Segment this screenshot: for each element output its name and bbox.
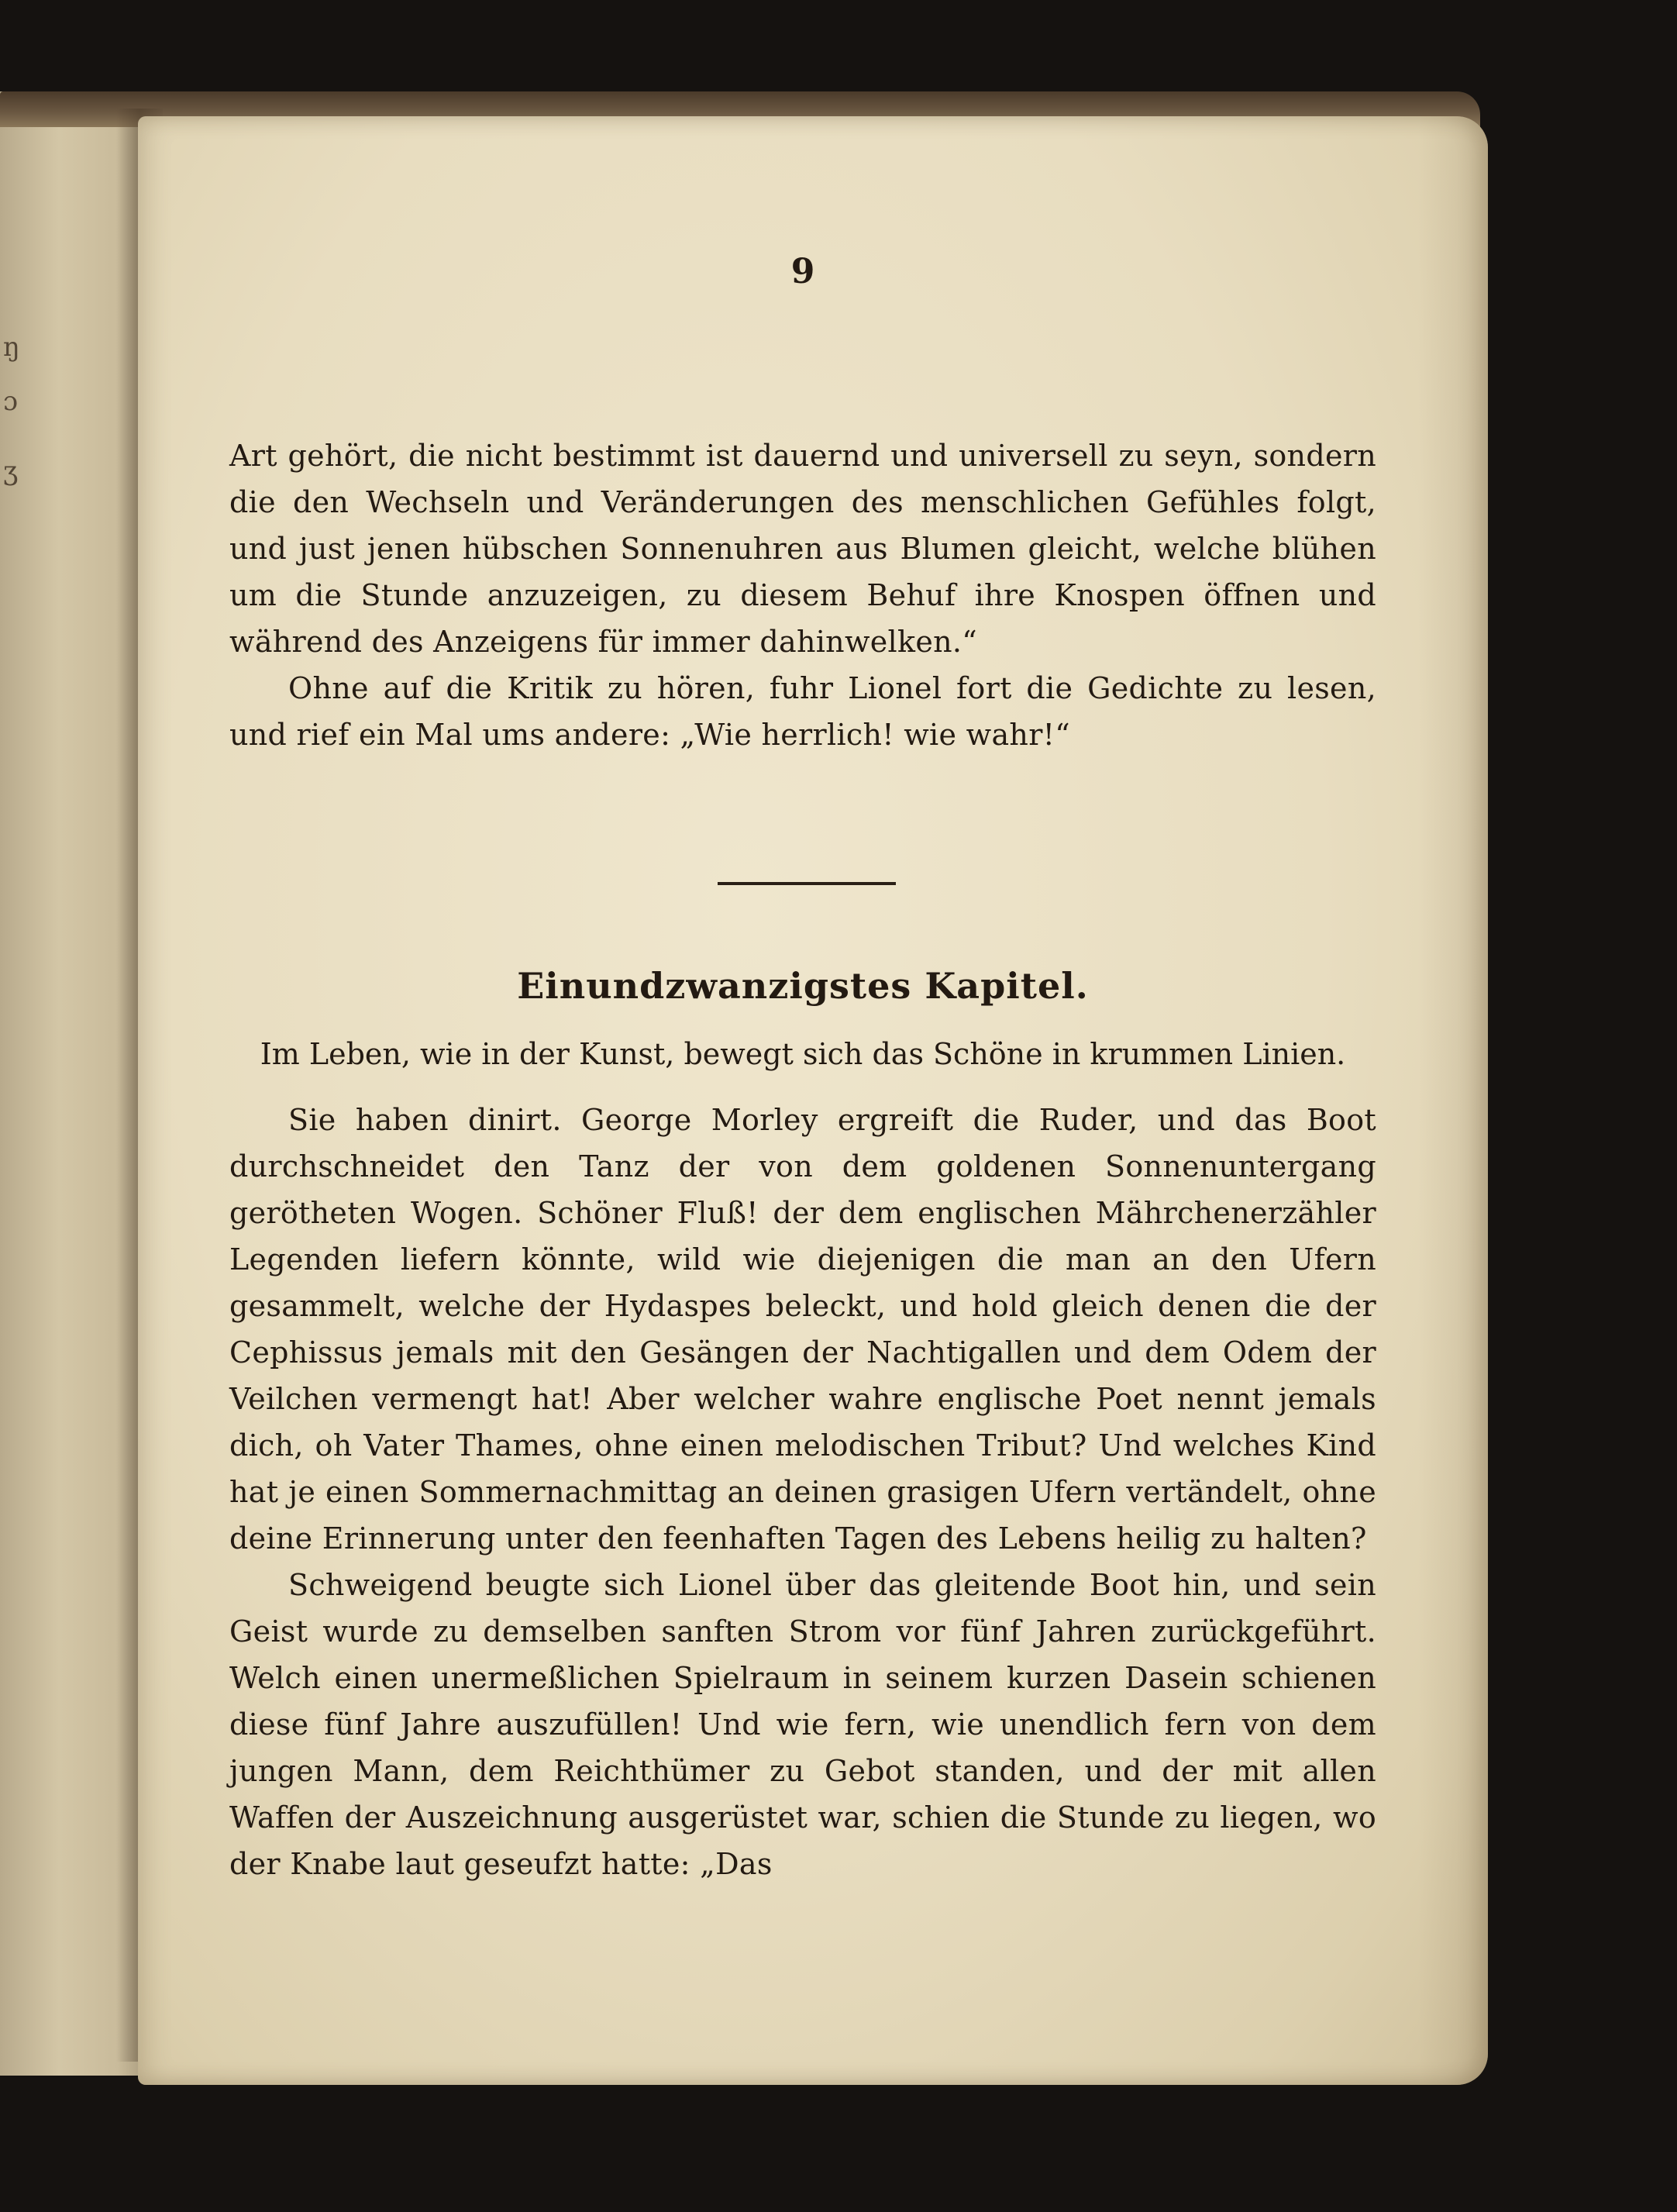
paragraph: Ohne auf die Kritik zu hören, fuhr Lionel fort die Gedichte zu lesen, und rief ein Mal ums andere: „Wie herrlich! wie wahr!“ — [229, 671, 1376, 752]
left-page-mark: ŋ — [3, 332, 20, 363]
paragraph: Sie haben dinirt. George Morley ergreift die Ruder, und das Boot durchschneidet den Tanz der von dem goldenen Sonnenuntergang gerötheten Wogen. Schöner Fluß! der dem englischen Mährchenerzähler Legenden liefern könnte, wild wie diejenigen die man an den Ufern gesammelt, welche der Hydaspes beleckt, und hold gleich denen die der Cephissus jemals mit den Gesängen der Nachtigallen und dem Odem der Veilchen vermengt hat! Aber welcher wahre englische Poet nennt jemals dich, oh Vater Thames, ohne einen melodischen Tribut? Und welches Kind hat je einen Sommernachmittag an deinen grasigen Ufern vertändelt, ohne deine Erinnerung unter den feenhaften Tagen des Lebens heilig zu halten? — [229, 1103, 1376, 1556]
page-number: 9 — [790, 252, 815, 291]
chapter-title: Einundzwanzigstes Kapitel. — [517, 965, 1089, 1007]
chapter-epigraph: Im Leben, wie in der Kunst, bewegt sich das Schöne in krummen Linien. — [260, 1037, 1346, 1071]
book-page — [138, 116, 1488, 2085]
left-page-mark: ɔ — [3, 386, 19, 417]
continuation-text — [229, 432, 1376, 758]
paragraph: Art gehört, die nicht bestimmt ist dauernd und universell zu seyn, sondern die den Wechseln und Veränderungen des menschlichen Gefühles folgt, und just jenen hübschen Sonnenuhren aus Blumen gleicht, welche blühen um die Stunde anzuzeigen, zu diesem Behuf ihre Knospen öffnen und während des Anzeigens für immer dahinwelken.“ — [229, 439, 1376, 659]
chapter-body — [229, 1097, 1376, 1887]
left-page-mark: ʒ — [3, 456, 19, 487]
paragraph: Schweigend beugte sich Lionel über das gleitende Boot hin, und sein Geist wurde zu demselben sanften Strom vor fünf Jahren zurückgeführt. Welch einen unermeßlichen Spielraum in seinem kurzen Dasein schienen diese fünf Jahre auszufüllen! Und wie fern, wie unendlich fern von dem jungen Mann, dem Reichthümer zu Gebot standen, und der mit allen Waffen der Auszeichnung ausgerüstet war, schien die Stunde zu liegen, wo der Knabe laut geseufzt hatte: „Das — [229, 1568, 1376, 1881]
page-fold-shading — [1418, 116, 1488, 2085]
section-divider — [718, 882, 896, 885]
